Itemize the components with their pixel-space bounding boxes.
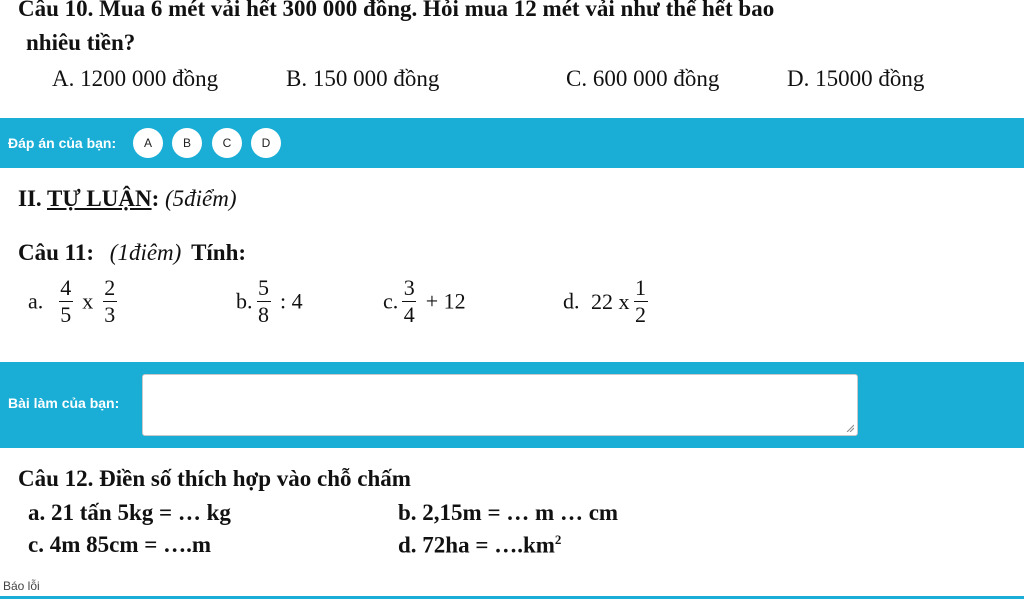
numerator: 5	[258, 275, 269, 300]
q11-a-label: a.	[28, 288, 44, 314]
q12-item-c: c. 4m 85cm = ….m	[28, 532, 212, 557]
fraction	[402, 276, 416, 327]
q11-item-a	[28, 276, 121, 327]
q12-item-a: a. 21 tấn 5kg = … kg	[28, 500, 231, 525]
denominator: 3	[104, 302, 116, 327]
option-a: A. 1200 000 đồng	[52, 66, 219, 91]
denominator: 4	[403, 302, 415, 327]
fraction	[634, 276, 648, 327]
q12-item-d	[398, 532, 561, 559]
numerator: 4	[60, 275, 72, 300]
q11-d-label: d.	[563, 288, 580, 314]
numerator: 1	[635, 275, 646, 300]
section-2-prefix: II.	[18, 186, 47, 211]
question-10-line2: nhiêu tiền?	[26, 30, 136, 55]
section-2-heading	[18, 186, 237, 212]
work-label: Bài làm của bạn:	[8, 395, 120, 411]
q11-c-rest: + 12	[425, 288, 466, 314]
q12-item-b: b. 2,15m = … m … cm	[398, 500, 619, 525]
section-2-colon: :	[151, 186, 165, 211]
denominator: 2	[635, 302, 646, 327]
fraction	[103, 276, 117, 327]
denominator: 8	[258, 302, 269, 327]
option-b: B. 150 000 đồng	[286, 66, 440, 91]
section-2-title: TỰ LUẬN	[47, 186, 152, 211]
option-d: D. 15000 đồng	[787, 66, 925, 91]
q11-c-label: c.	[383, 288, 399, 314]
q11-item-d	[563, 276, 652, 327]
option-c: C. 600 000 đồng	[566, 66, 720, 91]
numerator: 3	[403, 275, 415, 300]
numerator: 2	[104, 275, 116, 300]
section-2-points: (5điểm)	[165, 186, 237, 211]
q11-b-label: b.	[236, 288, 253, 314]
choice-d-button[interactable]: D	[251, 128, 281, 158]
question-10-line1: Câu 10. Mua 6 mét vải hết 300 000 đồng. Hỏi mua 12 mét vải như thế hết bao	[18, 0, 775, 21]
fraction	[59, 276, 73, 327]
q11-b-rest: : 4	[280, 288, 303, 314]
denominator: 5	[60, 302, 72, 327]
choice-b-button[interactable]: B	[172, 128, 202, 158]
question-12-heading: Câu 12. Điền số thích hợp vào chỗ chấm	[18, 466, 411, 491]
choice-a-button[interactable]: A	[133, 128, 163, 158]
q11-label: Câu 11:	[18, 240, 95, 265]
q12-d-text: d. 72ha = ….km	[398, 532, 555, 558]
q11-task: Tính:	[191, 240, 247, 265]
choice-c-button[interactable]: C	[212, 128, 242, 158]
q12-d-sup: 2	[554, 532, 562, 547]
question-11-heading	[18, 240, 246, 266]
q11-item-c	[383, 276, 466, 327]
fraction	[257, 276, 271, 327]
operator: x	[82, 288, 94, 314]
resize-handle-icon[interactable]	[846, 424, 854, 432]
q11-points: (1điêm)	[109, 240, 182, 265]
q11-d-pre: 22 x	[591, 288, 630, 314]
answer-choice-band	[0, 118, 1024, 168]
q11-item-b	[236, 276, 303, 327]
answer-label: Đáp án của bạn:	[8, 135, 117, 151]
report-error-link[interactable]: Báo lỗi	[3, 579, 40, 593]
answer-textarea[interactable]	[142, 374, 858, 436]
